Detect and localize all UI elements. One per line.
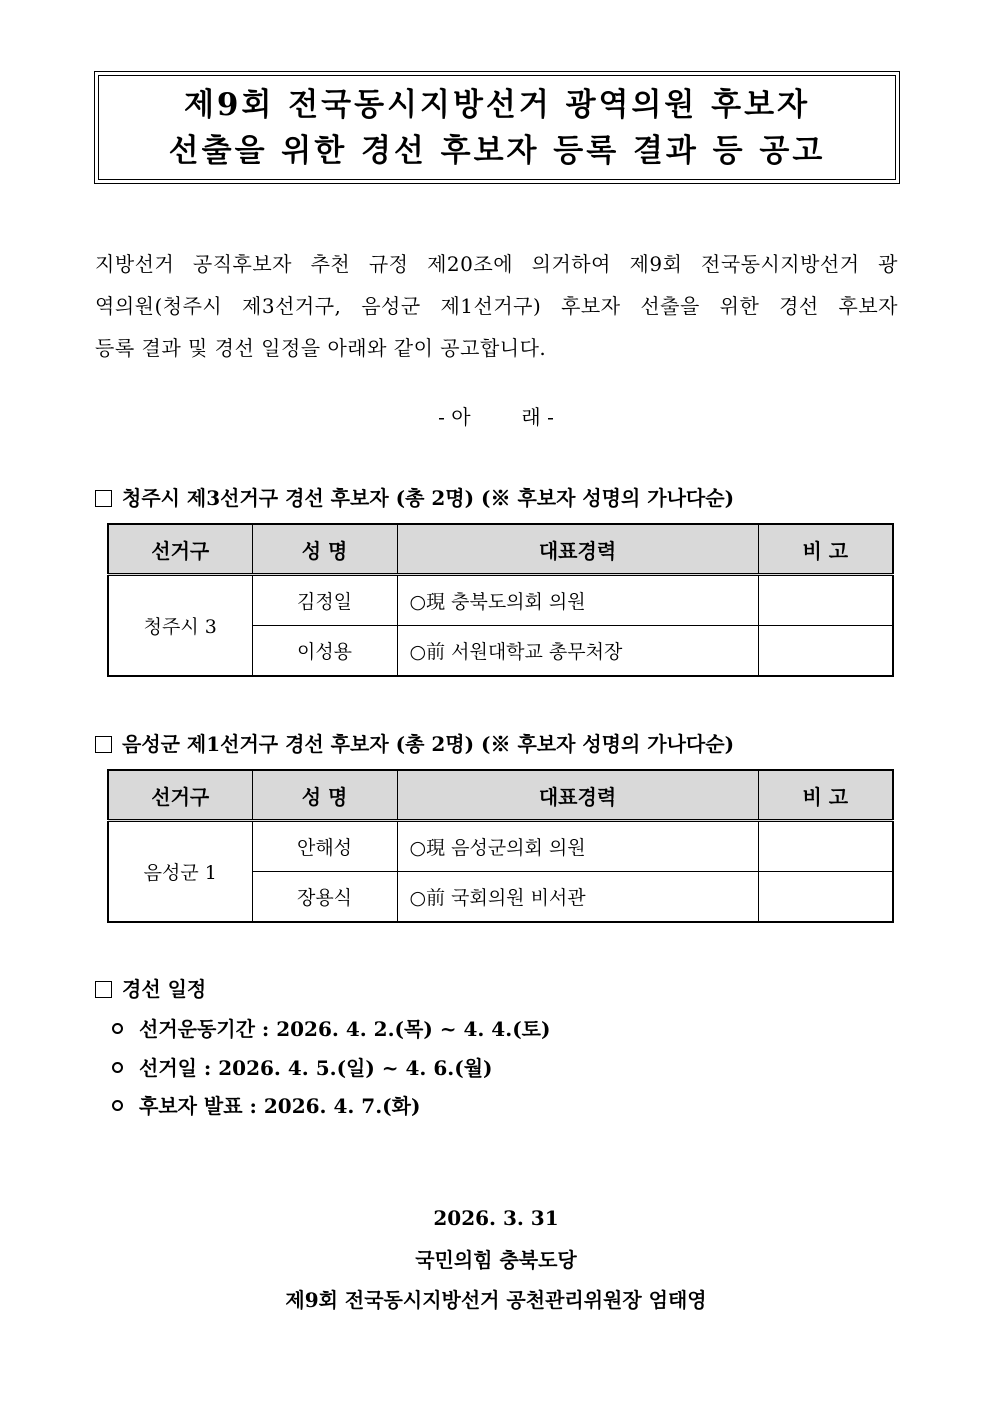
table-row [108,821,893,872]
header-career: 대표경력 [397,770,758,821]
footer-org: 국민의힘 충북도당 [415,1248,577,1272]
title-box [94,71,900,184]
section2-heading [95,728,734,757]
schedule-heading-text: 경선 일정 [122,977,207,1001]
checkbox-square-icon [95,981,112,998]
candidate-career: ○前 서원대학교 총무처장 [397,626,758,677]
section1-heading [95,482,734,511]
section1-table [107,523,894,677]
circle-bullet-icon [112,1062,123,1073]
table-header-row [108,770,893,821]
candidate-career: ○現 음성군의회 의원 [397,821,758,872]
header-district: 선거구 [108,770,252,821]
table-header-row [108,524,893,575]
intro-line-3: 등록 결과 및 경선 일정을 아래와 같이 공고합니다. [95,336,547,360]
header-name: 성 명 [252,524,397,575]
header-note: 비 고 [758,770,893,821]
checkbox-square-icon [95,490,112,507]
title-line-2: 선출을 위한 경선 후보자 등록 결과 등 공고 [168,132,826,169]
circle-bullet-icon [112,1100,123,1111]
candidate-name: 안해성 [252,821,397,872]
header-career: 대표경력 [397,524,758,575]
intro-line-1: 지방선거 공직후보자 추천 규정 제20조에 의거하여 제9회 전국동시지방선거 광 [95,252,898,276]
footer-signer: 제9회 전국동시지방선거 공천관리위원장 엄태영 [285,1288,707,1312]
table-row [108,575,893,626]
candidate-note [758,821,893,872]
district-cell: 청주시 3 [108,575,252,677]
candidate-note [758,626,893,677]
schedule-heading [95,973,206,1002]
candidate-career: ○前 국회의원 비서관 [397,872,758,923]
circle-bullet-icon [112,1023,123,1034]
section1-heading-text: 청주시 제3선거구 경선 후보자 (총 2명) (※ 후보자 성명의 가나다순) [122,486,735,510]
candidate-name: 장용식 [252,872,397,923]
schedule-item-text: 선거일 : 2026. 4. 5.(일) ~ 4. 6.(월) [139,1056,493,1080]
header-name: 성 명 [252,770,397,821]
schedule-item [112,1013,550,1042]
candidate-name: 이성용 [252,626,397,677]
candidate-note [758,872,893,923]
title-line-1: 제9회 전국동시지방선거 광역의원 후보자 [183,86,811,123]
district-cell: 음성군 1 [108,821,252,923]
schedule-item-text: 후보자 발표 : 2026. 4. 7.(화) [139,1094,421,1118]
schedule-item-text: 선거운동기간 : 2026. 4. 2.(목) ~ 4. 4.(토) [139,1017,551,1041]
intro-line-2: 역의원(청주시 제3선거구, 음성군 제1선거구) 후보자 선출을 위한 경선 후보자 [95,294,898,318]
header-district: 선거구 [108,524,252,575]
footer-date: 2026. 3. 31 [433,1206,559,1230]
section2-table [107,769,894,923]
schedule-item [112,1090,420,1119]
intro-paragraph [95,243,898,369]
candidate-name: 김정일 [252,575,397,626]
center-mark: - 아 래 - [438,405,554,429]
checkbox-square-icon [95,736,112,753]
header-note: 비 고 [758,524,893,575]
candidate-note [758,575,893,626]
section2-heading-text: 음성군 제1선거구 경선 후보자 (총 2명) (※ 후보자 성명의 가나다순) [122,732,735,756]
title-inner-frame [98,75,896,180]
schedule-item [112,1052,492,1081]
candidate-career: ○現 충북도의회 의원 [397,575,758,626]
